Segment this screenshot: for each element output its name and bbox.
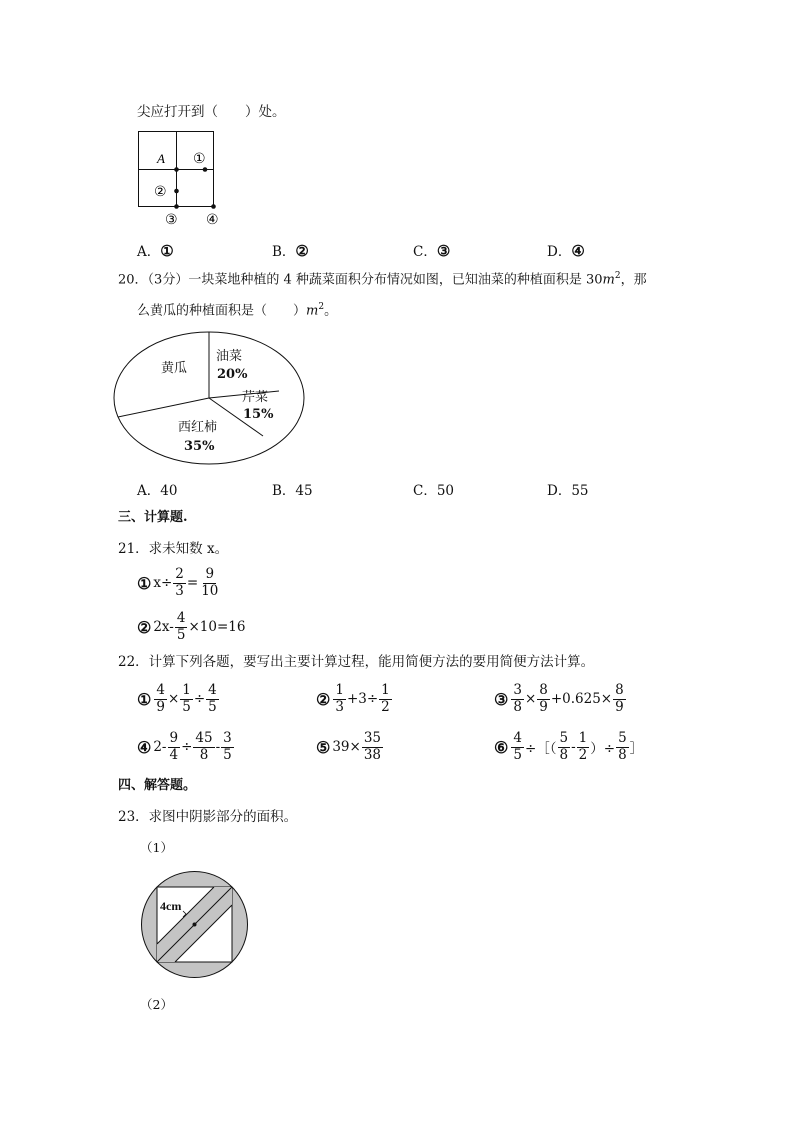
fraction-numerator: 3 — [223, 730, 232, 746]
operator: 2- — [153, 739, 167, 755]
operator: × — [167, 691, 180, 707]
operator: ］ — [629, 741, 644, 757]
option-letter: A． — [137, 244, 161, 260]
fraction-denominator: 5 — [513, 746, 522, 763]
option-letter: C． — [413, 483, 437, 499]
pie-label-cucumber: 黄瓜 — [161, 361, 188, 376]
q23-part-2-label: （2） — [140, 997, 173, 1012]
option-letter: B． — [272, 483, 296, 499]
q19-tail-text: 尖应打开到（ ）处。 — [137, 104, 286, 120]
eq-text: x÷ — [153, 575, 173, 591]
grid-label-2: ② — [154, 184, 167, 200]
item-number: ③ — [494, 689, 509, 709]
fraction-numerator: 9 — [205, 566, 215, 582]
grid-label-a: A — [157, 151, 165, 166]
operator: - — [215, 739, 221, 755]
fraction-denominator: 38 — [363, 746, 382, 763]
eq-text: 2x- — [153, 619, 174, 635]
fraction-denominator: 8 — [199, 746, 209, 763]
fraction-denominator: 3 — [175, 582, 184, 599]
item-number: ⑤ — [316, 737, 331, 757]
fraction-numerator: 4 — [513, 730, 522, 746]
fraction-numerator: 35 — [363, 730, 382, 746]
fraction-denominator: 8 — [513, 698, 522, 715]
fraction-numerator: 1 — [182, 682, 191, 698]
option-value: ② — [295, 242, 309, 260]
q20-line2-end: 。 — [324, 303, 338, 319]
fraction-numerator: 45 — [195, 730, 213, 746]
option-value: ① — [160, 242, 174, 260]
q21-stem: 21．求未知数 x。 — [118, 541, 229, 557]
fraction-denominator: 2 — [578, 746, 588, 763]
fraction-denominator: 2 — [381, 698, 390, 715]
pie-value-celery: 15% — [243, 407, 274, 422]
center-point — [193, 923, 197, 927]
operator: - — [571, 739, 576, 755]
fraction-denominator: 8 — [559, 746, 569, 763]
option-letter: D． — [547, 244, 572, 260]
eq-text: ×10=16 — [188, 619, 246, 635]
fraction-denominator: 3 — [335, 698, 344, 715]
item-number: ① — [137, 689, 152, 709]
fraction-numerator: 3 — [513, 682, 522, 698]
operator: ÷［（ — [524, 741, 557, 757]
fraction-denominator: 5 — [208, 698, 217, 715]
option-letter: A． — [137, 483, 161, 499]
option-letter: D． — [547, 483, 572, 499]
unit-m: m — [306, 303, 319, 319]
fraction-numerator: 2 — [175, 566, 184, 582]
item-number: ⑥ — [494, 737, 509, 757]
fraction-numerator: 5 — [618, 730, 627, 746]
unit-exponent: 2 — [318, 302, 325, 312]
fraction-denominator: 4 — [169, 746, 179, 763]
fraction-denominator: 9 — [156, 698, 165, 715]
fraction-denominator: 5 — [176, 626, 186, 643]
fraction-numerator: 1 — [578, 730, 588, 746]
operator: × — [524, 691, 537, 707]
pie-label-rapeseed: 油菜 — [216, 349, 243, 364]
fraction-numerator: 4 — [176, 610, 186, 626]
fraction-denominator: 10 — [201, 582, 219, 599]
q20-line1-end: ，那 — [620, 272, 647, 288]
dimension-label: 4cm — [160, 899, 182, 913]
q23-part-1-label: （1） — [140, 840, 173, 855]
q20-line1-text: 20．（3分）一块菜地种植的 4 种蔬菜面积分布情况如图，已知油菜的种植面积是 30 — [118, 272, 603, 288]
operator: +0.625× — [550, 691, 613, 707]
grid-label-1: ① — [193, 151, 206, 167]
section-3-title: 三、计算题. — [118, 510, 188, 525]
item-number: ② — [316, 689, 331, 709]
fraction-numerator: 1 — [335, 682, 344, 698]
q20-line2-text: 么黄瓜的种植面积是（ ） — [137, 303, 307, 319]
option-letter: B． — [272, 244, 296, 260]
item-number: ① — [137, 573, 152, 593]
pie-value-tomato: 35% — [184, 439, 215, 454]
fraction-numerator: 1 — [381, 682, 390, 698]
option-value: ③ — [436, 242, 451, 260]
item-number: ② — [137, 617, 152, 637]
option-letter: C． — [413, 244, 437, 260]
pie-label-celery: 芹菜 — [242, 390, 269, 405]
option-value: 55 — [571, 483, 589, 499]
option-value: ④ — [571, 242, 585, 260]
unit-m: m — [602, 272, 615, 288]
option-value: 45 — [295, 483, 313, 499]
q22-stem: 22．计算下列各题，要写出主要计算过程，能用简便方法的要用简便方法计算。 — [118, 654, 595, 670]
operator: 39× — [332, 739, 361, 755]
fraction-numerator: 4 — [208, 682, 217, 698]
fraction-denominator: 5 — [223, 746, 232, 763]
fraction-numerator: 9 — [169, 730, 179, 746]
pie-value-rapeseed: 20% — [217, 367, 248, 382]
fraction-numerator: 8 — [615, 682, 624, 698]
fraction-denominator: 5 — [182, 698, 191, 715]
grid-label-4: ④ — [206, 212, 219, 228]
fraction-denominator: 9 — [615, 698, 624, 715]
unit-exponent: 2 — [614, 271, 621, 281]
option-value: 40 — [160, 483, 178, 499]
fraction-denominator: 8 — [618, 746, 627, 763]
pie-label-tomato: 西红柿 — [178, 420, 218, 435]
operator: ÷ — [193, 691, 206, 707]
item-number: ④ — [137, 737, 152, 757]
q23-stem: 23．求图中阴影部分的面积。 — [118, 809, 298, 825]
operator: ）÷ — [590, 741, 616, 757]
grid-label-3: ③ — [165, 212, 178, 228]
operator: +3÷ — [346, 691, 379, 707]
eq-text: = — [186, 575, 199, 591]
fraction-numerator: 8 — [539, 682, 548, 698]
option-value: 50 — [436, 483, 455, 499]
fraction-denominator: 9 — [539, 698, 548, 715]
section-4-title: 四、解答题。 — [118, 778, 197, 793]
fraction-numerator: 4 — [156, 682, 165, 698]
fraction-numerator: 5 — [559, 730, 569, 746]
operator: ÷ — [181, 739, 193, 755]
